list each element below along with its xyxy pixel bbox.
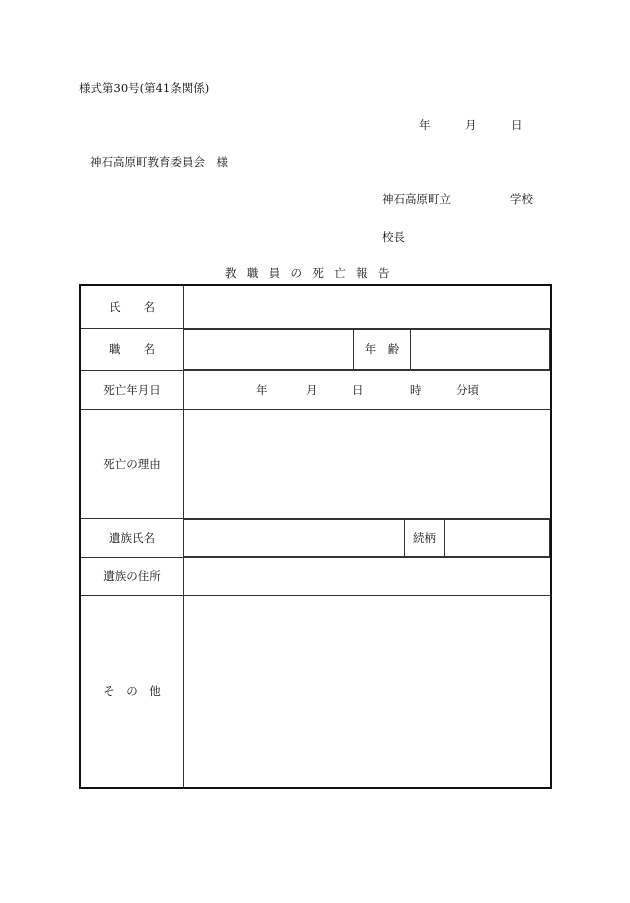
addressee: 神石高原町教育委員会 様 [90,155,228,169]
death-year-unit: 年 [256,382,268,397]
death-hour-unit: 時 [410,382,422,397]
other-field[interactable] [184,595,552,788]
death-minute-unit: 分頃 [456,382,479,397]
family-name-relation-cell [184,518,552,557]
other-label: そ の 他 [80,595,184,788]
school-prefix: 神石高原町立 [382,192,451,206]
date-year: 年 [419,118,431,132]
relation-field[interactable] [445,519,550,556]
document-title: 教職員の死亡報告 [225,266,400,280]
report-table [79,284,552,789]
relation-label: 続柄 [405,519,445,556]
reason-field[interactable] [184,409,552,518]
date-day: 日 [511,118,523,132]
principal-label: 校長 [382,230,405,244]
form-number: 様式第30号(第41条関係) [79,81,210,95]
name-field[interactable] [184,285,552,328]
family-address-field[interactable] [184,557,552,595]
age-field[interactable] [411,329,550,369]
age-label: 年 齢 [354,329,411,369]
family-address-label: 遺族の住所 [80,557,184,595]
date-month: 月 [465,118,477,132]
name-label: 氏 名 [80,285,184,328]
position-field[interactable] [184,329,354,369]
position-label: 職 名 [80,328,184,370]
death-date-field[interactable] [184,370,552,409]
family-name-label: 遺族氏名 [80,518,184,557]
position-age-cell [184,328,552,370]
death-date-label: 死亡年月日 [80,370,184,409]
death-day-unit: 日 [352,382,364,397]
school-suffix: 学校 [510,192,533,206]
death-month-unit: 月 [306,382,318,397]
family-name-field[interactable] [184,519,405,556]
reason-label: 死亡の理由 [80,409,184,518]
